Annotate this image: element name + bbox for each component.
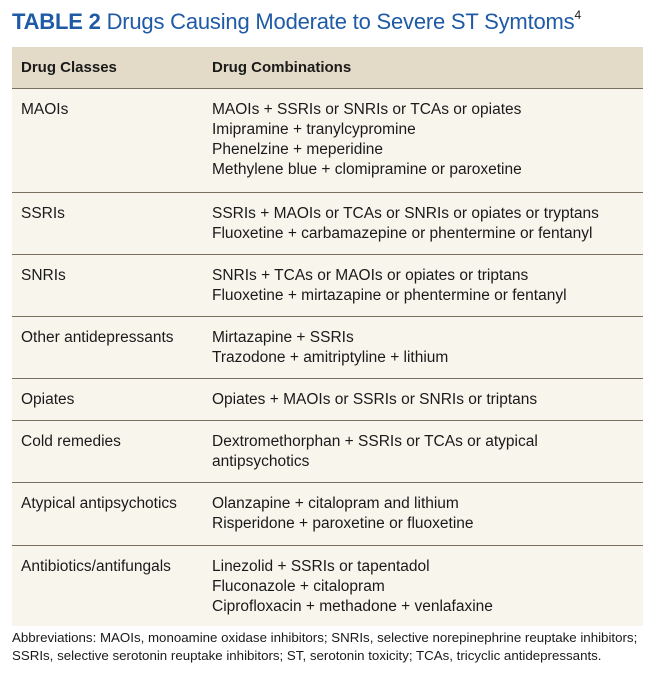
table-row [12,379,643,421]
drug-class-cell: MAOIs [21,101,69,118]
drug-combination-line: Fluoxetine + mirtazapine or phentermine or fentanyl [212,287,567,304]
table-label: TABLE 2 [12,9,101,34]
table-row [12,89,643,193]
reference-superscript: 4 [574,7,581,22]
drug-combination-line: Imipramine + tranylcypromine [212,121,416,138]
drug-combination-line: Methylene blue + clomipramine or paroxetine [212,161,522,178]
drug-combination-line: SSRIs + MAOIs or TCAs or SNRIs or opiates or tryptans [212,205,599,222]
drug-combination-line: Opiates + MAOIs or SSRIs or SNRIs or triptans [212,391,538,408]
drug-class-cell: Other antidepressants [21,329,174,346]
drug-combination-line: Dextromethorphan + SSRIs or TCAs or atypical [212,433,538,450]
drug-combinations-cell [212,266,643,316]
drug-combination-line: Mirtazapine + SSRIs [212,329,354,346]
table-row [12,483,643,546]
drug-combination-line: Ciprofloxacin + methadone + venlafaxine [212,598,493,615]
drug-class-cell: Antibiotics/antifungals [21,558,171,575]
drug-combination-line: antipsychotics [212,453,310,470]
drug-combination-line: Olanzapine + citalopram and lithium [212,495,459,512]
table-body [12,89,643,626]
drug-combinations-cell [212,494,643,545]
drug-combinations-cell [212,204,643,254]
drug-class-cell: Atypical antipsychotics [21,495,177,512]
table-row [12,546,643,626]
drug-combination-line: Phenelzine + meperidine [212,141,384,158]
drug-class-cell: Cold remedies [21,433,121,450]
table-header-row [12,47,643,89]
drug-combinations-cell [212,100,643,192]
table-row [12,421,643,483]
drug-combinations-cell [212,557,643,626]
table-row [12,193,643,255]
table-title-text: Drugs Causing Moderate to Severe ST Symtoms [106,9,575,34]
drug-combinations-cell [212,328,643,378]
drug-combination-line: Linezolid + SSRIs or tapentadol [212,558,430,575]
abbreviations-footnote: Abbreviations: MAOIs, monoamine oxidase inhibitors; SNRIs, selective norepinephrine reuptake inhibitors; SSRIs, selective serotonin reuptake inhibitors; ST, serotonin toxicity; TCAs, tricyclic antidepressants. [12,630,638,663]
drug-combination-line: SNRIs + TCAs or MAOIs or opiates or triptans [212,267,529,284]
drug-combinations-cell [212,390,643,420]
table-row [12,255,643,317]
drug-combination-line: Trazodone + amitriptyline + lithium [212,349,449,366]
drug-combination-line: Fluconazole + citalopram [212,578,385,595]
drug-combination-line: Fluoxetine + carbamazepine or phentermine or fentanyl [212,225,593,242]
header-drug-classes: Drug Classes [21,59,117,76]
drug-class-cell: SNRIs [21,267,66,284]
drug-combination-line: Risperidone + paroxetine or fluoxetine [212,515,474,532]
drug-class-cell: Opiates [21,391,75,408]
drug-combinations-cell [212,432,643,482]
drug-combination-line: MAOIs + SSRIs or SNRIs or TCAs or opiates [212,101,522,118]
drug-table [12,47,643,626]
table-row [12,317,643,379]
header-drug-combinations: Drug Combinations [212,59,352,76]
drug-class-cell: SSRIs [21,205,65,222]
table-title [12,9,581,35]
